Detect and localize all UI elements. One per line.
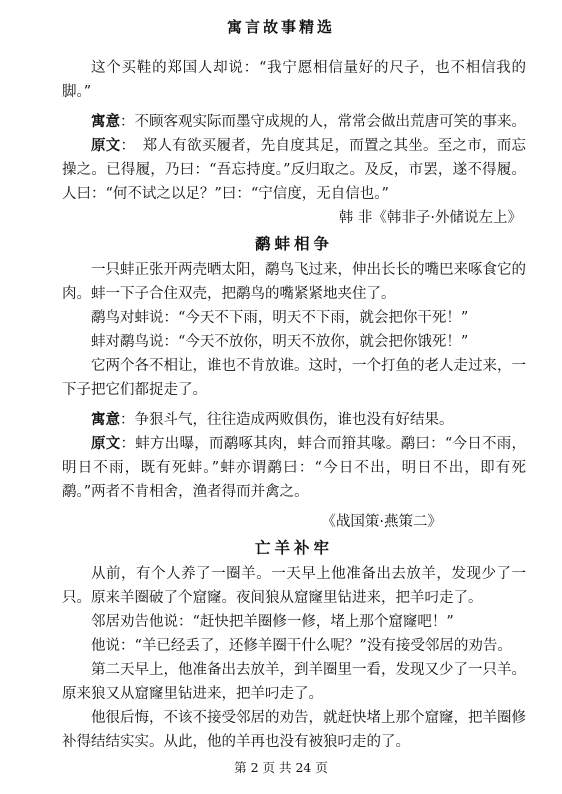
original-tag: 原文 bbox=[91, 137, 121, 154]
moral-tag: 寓意 bbox=[91, 411, 120, 428]
original-text: ： 郑人有欲买履者，先自度其足，而置之其坐。至之市，而忘操之。已得履，乃曰：“吾忘持度。”反归取之。及反，市罢，遂不得履。人曰：“何不试之以足？”曰：“宁信度，无自信也。” bbox=[62, 138, 526, 202]
page-header-title: 寓言故事精选 bbox=[226, 18, 335, 36]
story2-title: 鹬蚌相争 bbox=[254, 235, 333, 253]
moral-text: ：不顾客观实际而墨守成规的人，常常会做出荒唐可笑的事来。 bbox=[120, 114, 526, 130]
story2-paragraph: 它两个各不相让，谁也不肯放谁。这时，一个打鱼的老人走过来，一下子把它们都捉走了。 bbox=[62, 358, 526, 398]
moral-text: ：争狠斗气，往往造成两败俱伤，谁也没有好结果。 bbox=[120, 412, 454, 428]
story2-paragraph: 鹬鸟对蚌说：“今天不下雨，明天不下雨，就会把你干死！” bbox=[91, 310, 469, 326]
original-text: ：蚌方出曝，而鹬啄其肉，蚌合而箝其喙。鹬曰：“今日不雨，明日不雨，既有死蚌。”蚌亦谓鹬曰：“今日不出，明日不出，即有死鹬。”两者不肯相舍，渔者得而并禽之。 bbox=[62, 436, 527, 500]
story1-moral bbox=[62, 110, 526, 134]
story1-source: 韩 非《韩非子·外储说左上》 bbox=[338, 210, 522, 226]
story2-paragraph: 一只蚌正张开两壳晒太阳，鹬鸟飞过来，伸出长长的嘴巴来啄食它的肉。蚌一下子合住双壳，把鹬鸟的嘴紧紧地夹住了。 bbox=[62, 262, 526, 302]
story3-paragraph: 他很后悔，不该不接受邻居的劝告，就赶快堵上那个窟窿，把羊圈修补得结结实实。从此，他的羊再也没有被狼叼走的了。 bbox=[62, 710, 526, 750]
story3-title: 亡羊补牢 bbox=[254, 539, 333, 557]
story3-paragraph: 从前，有个人养了一圈羊。一天早上他准备出去放羊，发现少了一只。原来羊圈破了个窟窿。夜间狼从窟窿里钻进来，把羊叼走了。 bbox=[62, 566, 526, 606]
story3-paragraph: 他说：“羊已经丢了，还修羊圈干什么呢？”没有接受邻居的劝告。 bbox=[91, 638, 512, 654]
original-tag: 原文 bbox=[91, 435, 121, 452]
story2-moral bbox=[62, 408, 526, 432]
story2-original bbox=[62, 432, 526, 504]
story2-source: 《战国策·燕策二》 bbox=[321, 514, 442, 530]
page-content bbox=[62, 56, 526, 754]
story1-original bbox=[62, 134, 526, 206]
story3-paragraph: 邻居劝告他说：“赶快把羊圈修一修，堵上那个窟窿吧！” bbox=[91, 614, 454, 630]
story1-closing: 这个买鞋的郑国人却说：“我宁愿相信量好的尺子，也不相信我的脚。” bbox=[62, 60, 526, 100]
story2-paragraph: 蚌对鹬鸟说：“今天不放你，明天不放你，就会把你饿死！” bbox=[91, 334, 469, 350]
story3-paragraph: 第二天早上，他准备出去放羊，到羊圈里一看，发现又少了一只羊。原来狼又从窟窿里钻进来，把羊叼走了。 bbox=[62, 662, 526, 702]
moral-tag: 寓意 bbox=[91, 113, 120, 130]
page-number: 第 2 页 共 24 页 bbox=[234, 760, 328, 775]
